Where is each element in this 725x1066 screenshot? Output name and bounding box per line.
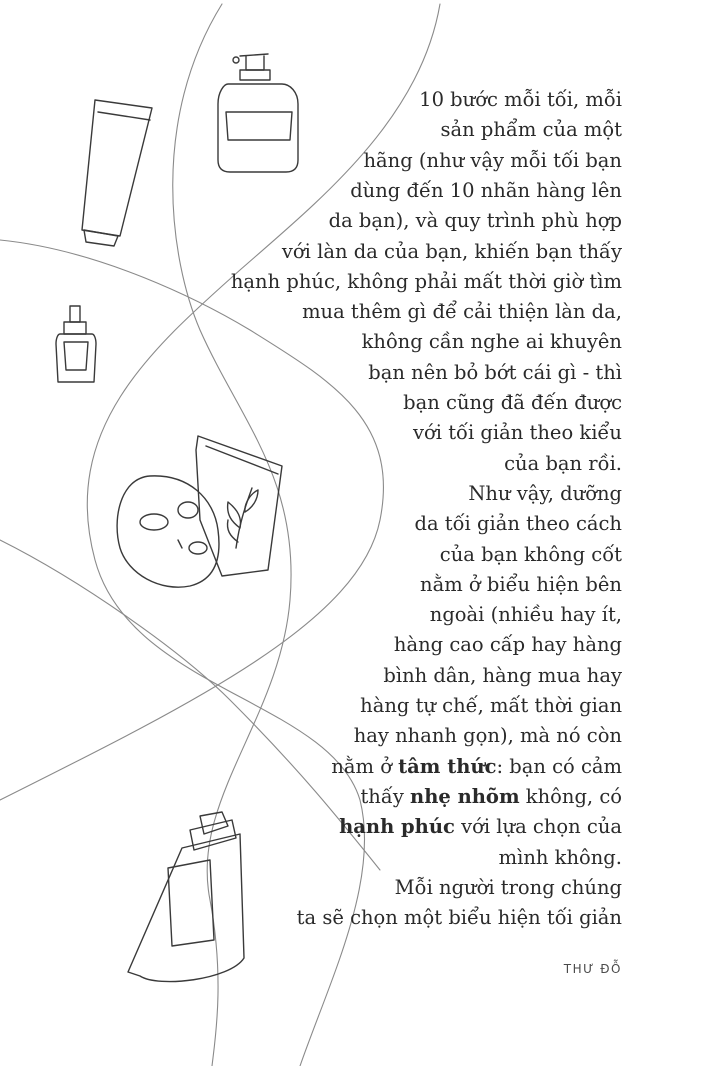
- text-line: [329, 206, 622, 236]
- text-segment: với làn da của bạn, khiến bạn thấy: [281, 239, 622, 263]
- text-line: [430, 600, 622, 630]
- text-segment: dùng đến 10 nhãn hàng lên: [350, 178, 622, 202]
- text-segment: bạn nên bỏ bớt cái gì - thì: [368, 360, 622, 384]
- text-segment: bình dân, hàng mua hay: [383, 663, 622, 687]
- text-segment: nằm ở biểu hiện bên: [420, 572, 622, 596]
- text-line: [297, 903, 622, 933]
- text-segment: hay nhanh gọn), mà nó còn: [353, 724, 622, 748]
- text-line: [395, 873, 622, 903]
- text-line: [468, 479, 622, 509]
- running-footer-author: THƯ ĐỖ: [563, 962, 622, 976]
- text-segment: 10 bước mỗi tối, mỗi: [419, 88, 622, 111]
- text-line: [331, 752, 622, 782]
- text-line: [413, 418, 622, 448]
- text-segment: của bạn không cốt: [439, 542, 622, 566]
- text-segment: với tối giản theo kiểu: [413, 421, 622, 445]
- text-line: [499, 843, 622, 873]
- text-segment: mình không.: [498, 845, 622, 869]
- text-line: [414, 509, 622, 539]
- text-segment: với lựa chọn của: [454, 815, 622, 839]
- text-line: [362, 327, 622, 357]
- text-segment: không cần nghe ai khuyên: [361, 330, 622, 354]
- text-segment: hàng tự chế, mất thời gian: [360, 694, 622, 717]
- tall-bottle-icon: [128, 812, 244, 982]
- text-line: [354, 721, 622, 751]
- text-line: [403, 388, 622, 418]
- text-line: [360, 691, 622, 721]
- text-segment: hạnh phúc, không phải mất thời giờ tìm: [230, 269, 622, 293]
- cream-tube-icon: [82, 100, 152, 246]
- text-segment: hãng (như vậy mỗi tối bạn: [363, 148, 622, 172]
- text-segment: sản phẩm của một: [440, 118, 622, 142]
- mask-packet-icon: [196, 436, 282, 576]
- text-line: [282, 237, 622, 267]
- text-line: [364, 146, 623, 176]
- text-line: [394, 630, 622, 660]
- text-line: [339, 812, 622, 842]
- text-segment: không, có: [519, 784, 622, 808]
- sheet-mask-icon: [117, 476, 219, 587]
- text-segment: nằm ở: [331, 754, 399, 778]
- bold-phrase: tâm thức: [398, 754, 497, 778]
- text-line: [504, 449, 622, 479]
- text-segment: ta sẽ chọn một biểu hiện tối giản: [296, 906, 622, 930]
- text-line: [420, 570, 622, 600]
- text-line: [231, 267, 622, 297]
- text-segment: của bạn rồi.: [504, 451, 622, 475]
- text-segment: ngoài (nhiều hay ít,: [429, 603, 622, 627]
- background-curve: [0, 540, 380, 870]
- text-segment: : bạn có cảm: [496, 754, 622, 778]
- text-segment: Như vậy, dưỡng: [468, 481, 622, 505]
- text-line: [419, 85, 622, 115]
- text-segment: da bạn), và quy trình phù hợp: [328, 209, 622, 233]
- text-segment: mua thêm gì để cải thiện làn da,: [302, 300, 622, 324]
- text-segment: da tối giản theo cách: [414, 512, 622, 536]
- text-line: [383, 661, 622, 691]
- text-line: [302, 297, 622, 327]
- text-segment: Mỗi người trong chúng: [394, 875, 622, 899]
- bold-phrase: hạnh phúc: [339, 815, 455, 839]
- pump-bottle-icon: [218, 54, 298, 172]
- bold-phrase: nhẹ nhõm: [410, 784, 520, 808]
- text-line: [360, 782, 622, 812]
- text-segment: hàng cao cấp hay hàng: [393, 633, 622, 657]
- text-line: [368, 358, 622, 388]
- text-segment: bạn cũng đã đến được: [403, 391, 622, 414]
- serum-bottle-icon: [56, 306, 96, 382]
- text-line: [441, 115, 622, 145]
- text-line: [440, 540, 622, 570]
- text-segment: thấy: [360, 784, 411, 808]
- text-line: [350, 176, 622, 206]
